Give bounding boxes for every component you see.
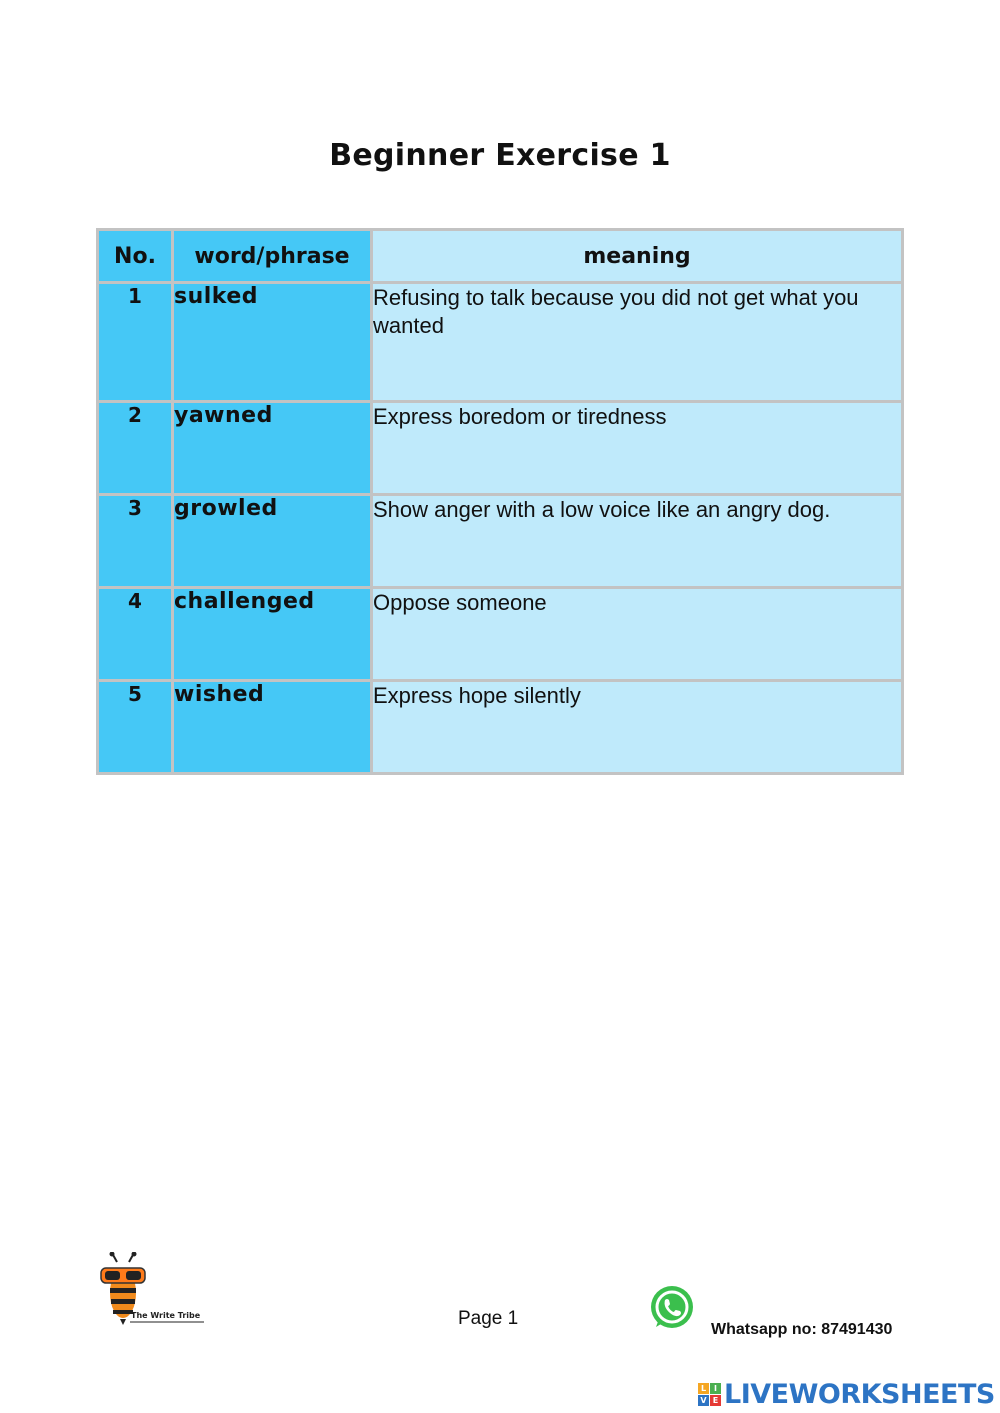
liveworksheets-brand: LIVEWORKSHEETS	[724, 1378, 995, 1410]
row-word: growled	[173, 495, 372, 588]
row-meaning: Express hope silently	[372, 681, 903, 774]
row-number: 1	[98, 283, 173, 402]
table-header-row	[98, 230, 903, 283]
row-meaning: Show anger with a low voice like an angry dog.	[372, 495, 903, 588]
table-row	[98, 681, 903, 774]
table-row	[98, 588, 903, 681]
row-number: 4	[98, 588, 173, 681]
whatsapp-number: Whatsapp no: 87491430	[711, 1321, 893, 1338]
page-number: Page 1	[458, 1308, 519, 1329]
row-meaning: Express boredom or tiredness	[372, 402, 903, 495]
header-no: No.	[98, 230, 173, 283]
vocabulary-table	[96, 228, 904, 775]
page-title: Beginner Exercise 1	[329, 138, 671, 173]
table-row	[98, 402, 903, 495]
liveworksheets-watermark	[698, 1376, 995, 1412]
row-number: 2	[98, 402, 173, 495]
header-meaning: meaning	[372, 230, 903, 283]
svg-text:The Write Tribe: The Write Tribe	[131, 1311, 201, 1320]
row-meaning: Oppose someone	[372, 588, 903, 681]
row-number: 5	[98, 681, 173, 774]
bee-logo-icon	[100, 1252, 210, 1326]
table-row	[98, 283, 903, 402]
whatsapp-icon	[648, 1283, 696, 1331]
row-word: yawned	[173, 402, 372, 495]
header-word: word/phrase	[173, 230, 372, 283]
table-row	[98, 495, 903, 588]
row-word: sulked	[173, 283, 372, 402]
row-number: 3	[98, 495, 173, 588]
liveworksheets-logo-icon: L I V E	[698, 1383, 721, 1406]
row-meaning: Refusing to talk because you did not get what you wanted	[372, 283, 903, 402]
row-word: wished	[173, 681, 372, 774]
row-word: challenged	[173, 588, 372, 681]
